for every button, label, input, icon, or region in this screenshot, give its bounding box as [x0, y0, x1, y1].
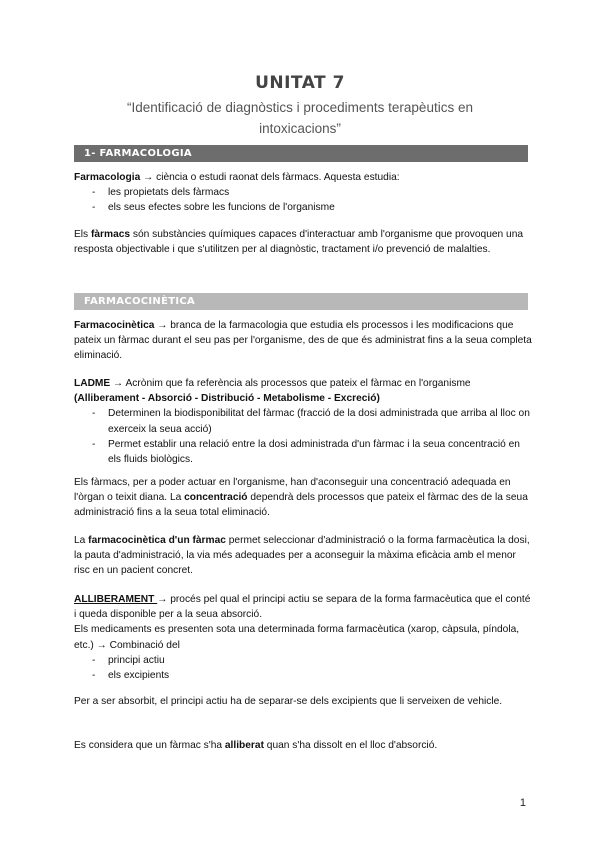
text-span: → procés pel qual el principi actiu se separa de la forma farmacèutica que el conté i queda disponible per a la seua absorció.	[74, 594, 531, 621]
farmacologia-def-text: → ciència o estudi raonat dels fàrmacs. Aquesta estudia:	[140, 172, 400, 183]
term-concentracio: concentració	[184, 492, 248, 504]
section-heading-farmacologia: 1- FARMACOLOGIA	[74, 145, 528, 162]
text-span: Els	[74, 229, 91, 240]
section-heading-farmacocinetica: FARMACOCINÈTICA	[74, 293, 528, 310]
alliberat-paragraph	[74, 738, 534, 753]
page-subtitle: “Identificació de diagnòstics i procediments terapèutics en intoxicacions”	[127, 100, 473, 136]
term-farmacocinetica: Farmacocinètica	[74, 320, 155, 331]
text-span: Es considera que un fàrmac s'ha	[74, 740, 225, 751]
ladme-definition	[74, 376, 534, 467]
alliberament-bullet-list	[74, 653, 534, 683]
list-item: - Determinen la biodisponibilitat del fàrmac (fracció de la dosi administrada que arriba al lloc on exerceix la seua acció)	[74, 406, 534, 436]
alliberament-definition	[74, 592, 534, 683]
list-item: - Permet establir una relació entre la dosi administrada d'un fàrmac i la seua concentració en els fluids biològics.	[74, 437, 534, 467]
page-title: UNITAT 7	[255, 73, 345, 93]
list-item: - els seus efectes sobre les funcions de l'organisme	[74, 200, 534, 215]
concentracio-paragraph	[74, 475, 534, 521]
term-alliberament: ALLIBERAMENT	[74, 594, 158, 605]
farmacocinetica-farmac-paragraph	[74, 533, 534, 579]
text-span: quan s'ha dissolt en el lloc d'absorció.	[263, 740, 438, 751]
text-span: → Acrònim que fa referència als processos que pateix el fàrmac en l'organisme	[110, 378, 471, 389]
list-item: - els excipients	[74, 668, 534, 683]
term-ladme: LADME	[74, 378, 111, 389]
term-farmacologia: Farmacologia	[74, 172, 141, 183]
text-span: La	[74, 535, 89, 546]
text-span: → branca de la farmacologia que estudia els processos i les modificacions que pateix un fàrmac durant el seu pas per l'organisme, des de que és administrat fins a la seua completa eliminació.	[74, 320, 532, 362]
alliberament-forms-text: Els medicaments es presenten sota una determinada forma farmacèutica (xarop, càpsula, píndola, etc.) → Combinació del	[74, 624, 520, 651]
text-span: són substàncies químiques capaces d'interactuar amb l'organisme que provoquen una resposta objectivable i que s'utilitzen per al diagnòstic, tractament i/o prevenció de malalties.	[74, 229, 524, 256]
farmacologia-bullet-list	[74, 185, 534, 215]
text-span: dependrà dels processos que pateix el fàrmac des de la seua administració fins a la seua total eliminació.	[74, 492, 528, 519]
farmacs-paragraph	[74, 227, 534, 257]
term-farmacs: fàrmacs	[90, 229, 131, 240]
ladme-bullet-list	[74, 406, 534, 467]
text-span: permet seleccionar d'administració o la forma farmacèutica la dosi, la pauta d'administració, la via més adequades per a aconseguir la màxima eficàcia amb el menor risc en un pacient concret.	[74, 535, 530, 577]
farmacologia-definition	[74, 170, 534, 216]
list-item: - principi actiu	[74, 653, 534, 668]
term-farmacocinetica-farmac: farmacocinètica d'un fàrmac	[88, 535, 226, 546]
page-number: 1	[519, 797, 526, 809]
list-item: - les propietats dels fàrmacs	[74, 185, 534, 200]
term-alliberat: alliberat	[224, 740, 264, 751]
farmacocinetica-definition	[74, 318, 534, 364]
absorbit-paragraph: Per a ser absorbit, el principi actiu ha de separar-se dels excipients que li serveixen de vehicle.	[74, 696, 503, 707]
ladme-expansion: (Alliberament - Absorció - Distribució - Metabolisme - Excreció)	[74, 393, 380, 405]
text-span: Els fàrmacs, per a poder actuar en l'organisme, han d'aconseguir una concentració adequada en l'òrgan o teixit diana. La	[74, 477, 511, 504]
